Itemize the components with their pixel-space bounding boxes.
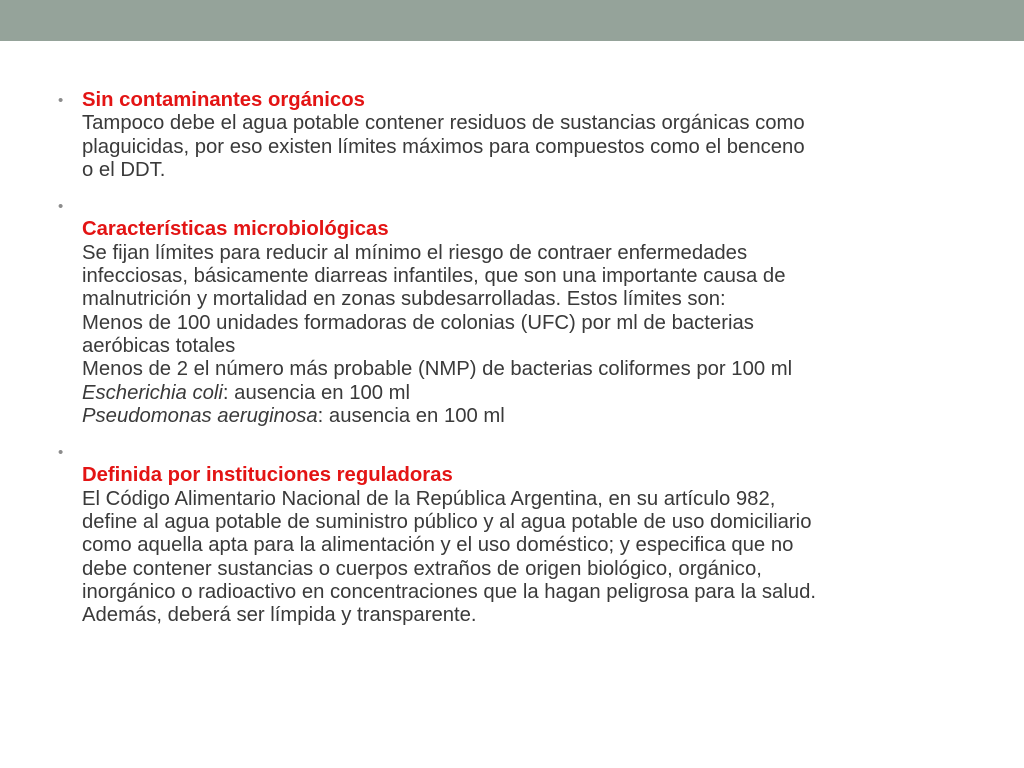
bullet-text-line: Menos de 100 unidades formadoras de colonias (UFC) por ml de bacterias	[82, 311, 754, 334]
bullet-text-line: El Código Alimentario Nacional de la República Argentina, en su artículo 982,	[82, 487, 776, 510]
bullet-text-line: Tampoco debe el agua potable contener residuos de sustancias orgánicas como	[82, 112, 805, 135]
bullet-dot-icon: •	[58, 92, 64, 109]
bullet-text-line: plaguicidas, por eso existen límites máximos para compuestos como el benceno	[82, 135, 805, 158]
blank-line	[82, 195, 988, 218]
bullet-dot-icon: •	[58, 444, 64, 462]
bullet-text-line: Además, deberá ser límpida y transparente.	[82, 604, 477, 627]
bullet-heading: Características microbiológicas	[82, 218, 389, 241]
species-name: Pseudomonas aeruginosa	[82, 404, 318, 427]
bullet-organic-contaminants	[58, 89, 988, 182]
bullet-regulatory-definition	[58, 441, 988, 627]
species-line-pseudomonas	[82, 405, 988, 428]
bullet-text-line: o el DDT.	[82, 158, 166, 181]
bullet-text-line: infecciosas, básicamente diarreas infantiles, que son una importante causa de	[82, 265, 786, 288]
bullet-text-line: debe contener sustancias o cuerpos extraños de origen biológico, orgánico,	[82, 557, 762, 580]
bullet-text-line: malnutrición y mortalidad en zonas subdesarrolladas. Estos límites son:	[82, 288, 726, 311]
species-result: : ausencia en 100 ml	[222, 381, 411, 404]
bullet-text-line: como aquella apta para la alimentación y el uso doméstico; y especifica que no	[82, 534, 794, 557]
bullet-microbiological	[58, 195, 988, 428]
species-result: : ausencia en 100 ml	[317, 404, 505, 427]
bullet-heading: Sin contaminantes orgánicos	[82, 89, 365, 111]
species-name: Escherichia coli	[82, 381, 223, 404]
blank-line	[82, 441, 988, 464]
species-line-ecoli	[82, 382, 988, 405]
bullet-text-line: define al agua potable de suministro público y al agua potable de uso domiciliario	[82, 511, 812, 534]
bullet-heading: Definida por instituciones reguladoras	[82, 464, 453, 487]
bullet-text-line: aeróbicas totales	[82, 334, 236, 357]
slide-header-bar	[0, 0, 1024, 41]
bullet-dot-icon: •	[58, 198, 64, 216]
slide-body	[58, 89, 988, 641]
bullet-text-line: Menos de 2 el número más probable (NMP) de bacterias coliformes por 100 ml	[82, 358, 793, 381]
bullet-text-line: Se fijan límites para reducir al mínimo el riesgo de contraer enfermedades	[82, 241, 748, 264]
bullet-text-line: inorgánico o radioactivo en concentraciones que la hagan peligrosa para la salud.	[82, 580, 816, 603]
